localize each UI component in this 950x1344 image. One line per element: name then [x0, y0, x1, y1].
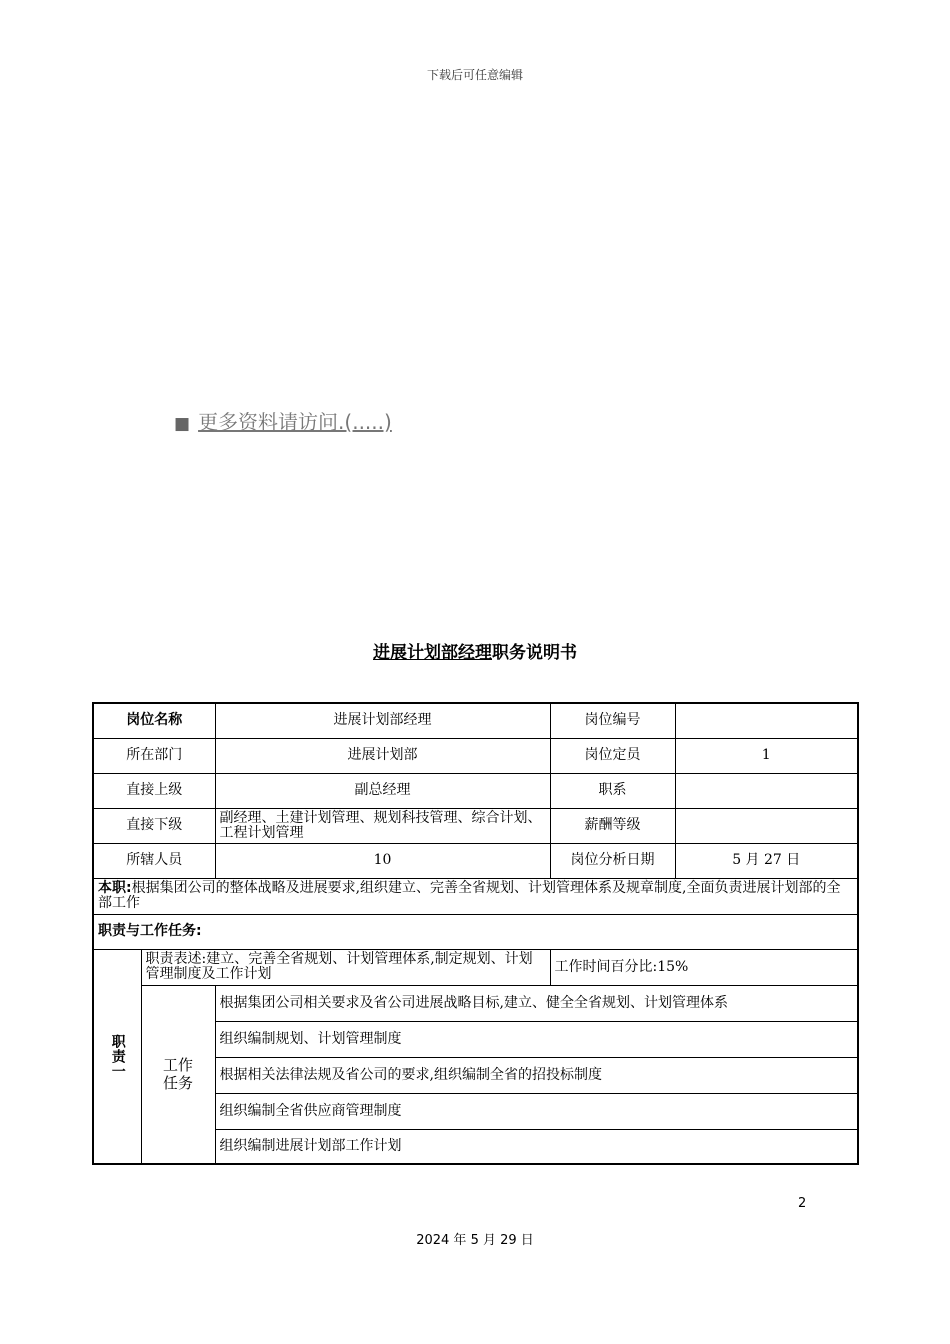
- cell-value: 进展计划部经理: [215, 703, 550, 738]
- header-note: 下载后可任意编辑: [426, 68, 523, 82]
- cell-label: 薪酬等级: [550, 808, 675, 843]
- document-title-underlined: 进展计划部经理: [373, 643, 492, 663]
- job-summary: [93, 878, 858, 914]
- table-row: [93, 773, 858, 808]
- job-summary-label: 本职:: [98, 880, 132, 896]
- cell-label: 所辖人员: [93, 843, 215, 878]
- table-row: [93, 843, 858, 878]
- duty-label: 职责一: [109, 1033, 126, 1079]
- cell-value: [675, 808, 858, 843]
- cell-label: 所在部门: [93, 738, 215, 773]
- more-info-link-text[interactable]: 更多资料请访问.(.....): [198, 410, 392, 434]
- cell-value: 10: [215, 843, 550, 878]
- cell-value: 进展计划部: [215, 738, 550, 773]
- square-bullet-icon: ■: [174, 414, 191, 434]
- more-info-link[interactable]: [174, 406, 392, 435]
- cell-label: 直接上级: [93, 773, 215, 808]
- footer-date: 2024 年 5 月 29 日: [416, 1233, 534, 1248]
- table-row: [93, 738, 858, 773]
- cell-label: 岗位名称: [93, 703, 215, 738]
- page-number: 2: [798, 1196, 807, 1211]
- cell-label: 岗位分析日期: [550, 843, 675, 878]
- table-row: [93, 949, 858, 985]
- cell-value: [675, 703, 858, 738]
- cell-label: 岗位编号: [550, 703, 675, 738]
- task-item: 组织编制全省供应商管理制度: [215, 1093, 858, 1129]
- duty-time-percent: 工作时间百分比:15%: [550, 949, 858, 985]
- cell-value: [675, 773, 858, 808]
- table-row: [93, 703, 858, 738]
- table-row: [93, 914, 858, 949]
- task-label-cell: [141, 985, 215, 1164]
- job-description-table: [92, 702, 859, 1165]
- cell-label: 职系: [550, 773, 675, 808]
- task-label: 工作任务: [162, 1056, 193, 1093]
- cell-label: 直接下级: [93, 808, 215, 843]
- cell-value: 副总经理: [215, 773, 550, 808]
- document-title-rest: 职务说明书: [492, 643, 577, 663]
- document-title: [0, 638, 950, 663]
- job-summary-text: 根据集团公司的整体战略及进展要求,组织建立、完善全省规划、计划管理体系及规章制度,全面负责进展计划部的全部工作: [98, 880, 841, 911]
- cell-value: 1: [675, 738, 858, 773]
- duty-label-cell: [93, 949, 141, 1164]
- cell-value: 副经理、土建计划管理、规划科技管理、综合计划、工程计划管理: [215, 808, 550, 843]
- table-row: [93, 808, 858, 843]
- cell-label: 岗位定员: [550, 738, 675, 773]
- task-item: 组织编制规划、计划管理制度: [215, 1021, 858, 1057]
- task-item: 根据相关法律法规及省公司的要求,组织编制全省的招投标制度: [215, 1057, 858, 1093]
- cell-value: 5 月 27 日: [675, 843, 858, 878]
- table-row: [93, 878, 858, 914]
- duty-statement: 职责表述:建立、完善全省规划、计划管理体系,制定规划、计划管理制度及工作计划: [141, 949, 550, 985]
- task-item: 组织编制进展计划部工作计划: [215, 1129, 858, 1164]
- duties-header: 职责与工作任务:: [93, 914, 858, 949]
- task-item: 根据集团公司相关要求及省公司进展战略目标,建立、健全全省规划、计划管理体系: [215, 985, 858, 1021]
- table-row: [93, 985, 858, 1021]
